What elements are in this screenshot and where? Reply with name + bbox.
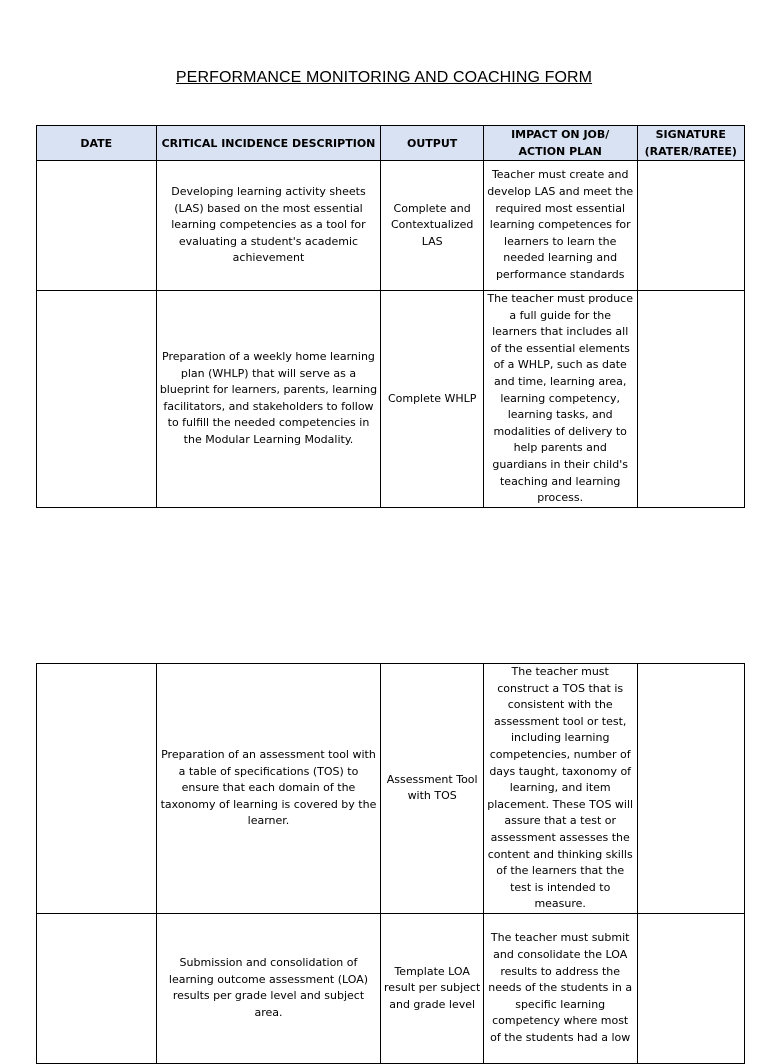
description-cell: Preparation of a weekly home learning plan (WHLP) that will serve as a blueprint for learners, parents, learning facilitators, and stakeholders to follow to fulfill the needed competencies in the Modular Learning Modality.	[156, 291, 381, 508]
signature-cell	[637, 161, 744, 291]
output-cell: Complete WHLP	[381, 291, 483, 508]
output-cell: Template LOA result per subject and grade level	[381, 913, 483, 1063]
date-cell	[37, 291, 157, 508]
coaching-table-page-2	[36, 663, 745, 1064]
signature-cell	[637, 913, 744, 1063]
signature-cell	[637, 664, 744, 914]
table-row	[37, 913, 745, 1063]
header-date: DATE	[37, 126, 157, 161]
output-cell: Complete and Contextualized LAS	[381, 161, 483, 291]
form-title: PERFORMANCE MONITORING AND COACHING FORM	[175, 69, 593, 86]
signature-cell	[637, 291, 744, 508]
header-description: CRITICAL INCIDENCE DESCRIPTION	[156, 126, 381, 161]
impact-cell: The teacher must submit and consolidate the LOA results to address the needs of the students in a specific learning competency where most of the students had a low	[483, 913, 637, 1063]
table-row	[37, 664, 745, 914]
description-cell: Preparation of an assessment tool with a table of specifications (TOS) to ensure that each domain of the taxonomy of learning is covered by the learner.	[156, 664, 381, 914]
date-cell	[37, 664, 157, 914]
description-cell: Submission and consolidation of learning outcome assessment (LOA) results per grade level and subject area.	[156, 913, 381, 1063]
table-row	[37, 161, 745, 291]
description-cell: Developing learning activity sheets (LAS) based on the most essential learning competencies as a tool for evaluating a student's academic achievement	[156, 161, 381, 291]
impact-cell: Teacher must create and develop LAS and meet the required most essential learning competences for learners to learn the needed learning and performance standards	[483, 161, 637, 291]
table-row	[37, 291, 745, 508]
date-cell	[37, 913, 157, 1063]
table-header-row	[37, 126, 745, 161]
impact-cell: The teacher must produce a full guide for the learners that includes all of the essential elements of a WHLP, such as date and time, learning area, learning competency, learning tasks, and modalities of delivery to help parents and guardians in their child's teaching and learning process.	[483, 291, 637, 508]
header-impact: IMPACT ON JOB/ ACTION PLAN	[483, 126, 637, 161]
header-signature: SIGNATURE (RATER/RATEE)	[637, 126, 744, 161]
header-output: OUTPUT	[381, 126, 483, 161]
impact-cell: The teacher must construct a TOS that is consistent with the assessment tool or test, including learning competencies, number of days taught, taxonomy of learning, and item placement. These TOS will assure that a test or assessment assesses the content and thinking skills of the learners that the test is intended to measure.	[483, 664, 637, 914]
output-cell: Assessment Tool with TOS	[381, 664, 483, 914]
date-cell	[37, 161, 157, 291]
coaching-table-page-1	[36, 125, 745, 508]
